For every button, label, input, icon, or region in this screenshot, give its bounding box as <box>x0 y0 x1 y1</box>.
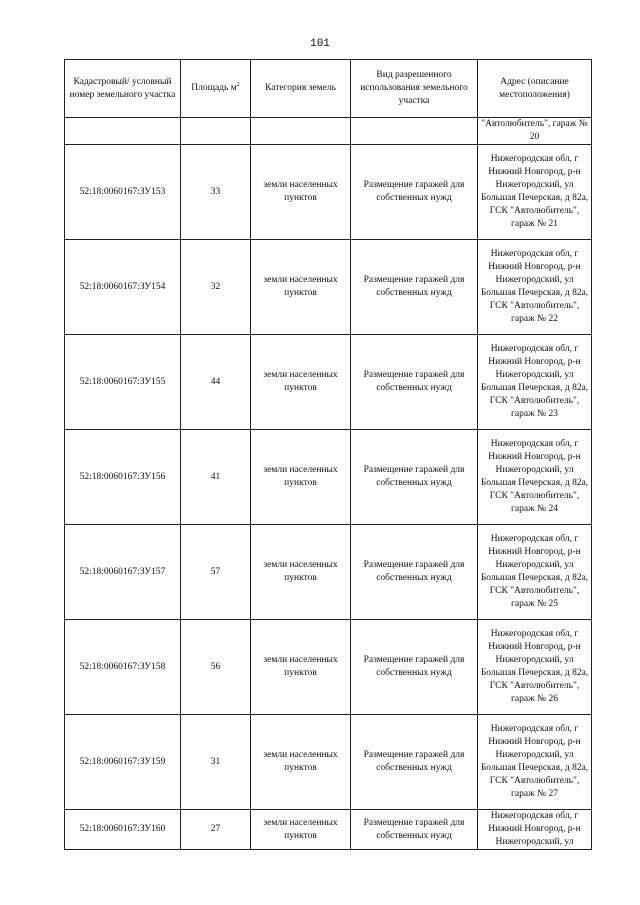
cell-cadastral: 52:18:0060167:ЗУ158 <box>65 620 181 715</box>
cell-address: Нижегородская обл, г Нижний Новгород, р-н Нижегородский, ул Большая Печерская, д 82а, ГСК "Автолюбитель", гараж № 22 <box>478 240 592 335</box>
header-use: Вид разрешенного использования земельного участка <box>351 60 478 118</box>
cell-category: земли населенных пунктов <box>251 525 351 620</box>
table-row <box>65 715 592 810</box>
cell-cadastral <box>65 118 181 145</box>
table-row <box>65 240 592 335</box>
cell-use: Размещение гаражей для собственных нужд <box>351 525 478 620</box>
cell-use: Размещение гаражей для собственных нужд <box>351 145 478 240</box>
cell-area: 33 <box>181 145 251 240</box>
cell-category <box>251 118 351 145</box>
cell-address: Нижегородская обл, г Нижний Новгород, р-н Нижегородский, ул Большая Печерская, д 82а, ГСК "Автолюбитель", гараж № 23 <box>478 335 592 430</box>
cell-cadastral: 52:18:0060167:ЗУ156 <box>65 430 181 525</box>
cell-category: земли населенных пунктов <box>251 715 351 810</box>
table-row <box>65 430 592 525</box>
cell-area: 41 <box>181 430 251 525</box>
header-area <box>181 60 251 118</box>
cell-use <box>351 118 478 145</box>
table-row-partial <box>65 810 592 850</box>
cell-area: 44 <box>181 335 251 430</box>
cell-address: Нижегородская обл, г Нижний Новгород, р-н Нижегородский, ул Большая Печерская, д 82а, ГСК "Автолюбитель", гараж № 25 <box>478 525 592 620</box>
cell-cadastral: 52:18:0060167:ЗУ160 <box>65 810 181 850</box>
cell-address: Нижегородская обл, г Нижний Новгород, р-н Нижегородский, ул Большая Печерская, д 82а, ГСК "Автолюбитель", гараж № 26 <box>478 620 592 715</box>
header-area-label: Площадь м <box>191 83 237 93</box>
cell-category: земли населенных пунктов <box>251 240 351 335</box>
cell-use: Размещение гаражей для собственных нужд <box>351 240 478 335</box>
table-header-row <box>65 60 592 118</box>
table-row-continued <box>65 118 592 145</box>
cell-cadastral: 52:18:0060167:ЗУ153 <box>65 145 181 240</box>
cell-use: Размещение гаражей для собственных нужд <box>351 620 478 715</box>
cell-use: Размещение гаражей для собственных нужд <box>351 430 478 525</box>
header-cadastral: Кадастровый/ условный номер земельного участка <box>65 60 181 118</box>
cell-area: 27 <box>181 810 251 850</box>
header-address: Адрес (описание местоположения) <box>478 60 592 118</box>
cell-address: Нижегородская обл, г Нижний Новгород, р-н Нижегородский, ул Большая Печерская, д 82а, ГСК "Автолюбитель", гараж № 27 <box>478 715 592 810</box>
cell-area: 56 <box>181 620 251 715</box>
cell-address: "Автолюбитель", гараж № 20 <box>478 118 592 145</box>
cell-area: 32 <box>181 240 251 335</box>
table-row <box>65 620 592 715</box>
cell-category: земли населенных пунктов <box>251 335 351 430</box>
cell-use: Размещение гаражей для собственных нужд <box>351 810 478 850</box>
cell-address: Нижегородская обл, г Нижний Новгород, р-н Нижегородский, ул Большая Печерская, д 82а, ГСК "Автолюбитель", гараж № 21 <box>478 145 592 240</box>
cell-address: Нижегородская обл, г Нижний Новгород, р-н Нижегородский, ул <box>478 810 592 850</box>
table-row <box>65 335 592 430</box>
header-category: Категория земель <box>251 60 351 118</box>
cell-category: земли населенных пунктов <box>251 810 351 850</box>
cell-use: Размещение гаражей для собственных нужд <box>351 715 478 810</box>
cell-cadastral: 52:18:0060167:ЗУ157 <box>65 525 181 620</box>
cell-cadastral: 52:18:0060167:ЗУ155 <box>65 335 181 430</box>
cell-cadastral: 52:18:0060167:ЗУ154 <box>65 240 181 335</box>
cell-category: земли населенных пунктов <box>251 145 351 240</box>
cell-cadastral: 52:18:0060167:ЗУ159 <box>65 715 181 810</box>
land-plots-table <box>64 59 592 850</box>
cell-area <box>181 118 251 145</box>
cell-category: земли населенных пунктов <box>251 430 351 525</box>
cell-use: Размещение гаражей для собственных нужд <box>351 335 478 430</box>
page-number: 101 <box>310 38 330 50</box>
cell-area: 57 <box>181 525 251 620</box>
table-row <box>65 145 592 240</box>
header-area-unit-sup: 2 <box>236 81 240 88</box>
cell-category: земли населенных пунктов <box>251 620 351 715</box>
cell-address: Нижегородская обл, г Нижний Новгород, р-н Нижегородский, ул Большая Печерская, д 82а, ГСК "Автолюбитель", гараж № 24 <box>478 430 592 525</box>
table-row <box>65 525 592 620</box>
cell-area: 31 <box>181 715 251 810</box>
